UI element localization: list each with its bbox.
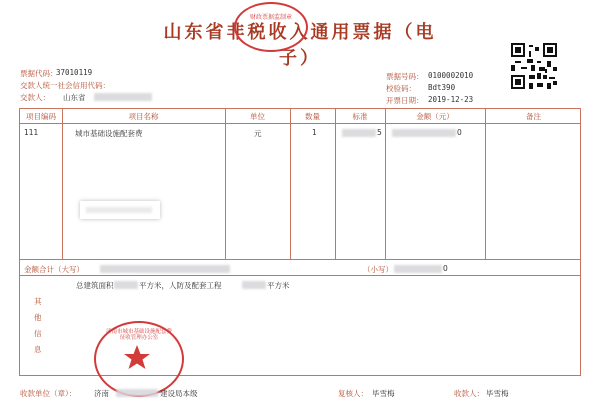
finance-supervision-seal: [234, 2, 308, 52]
row-quantity: 1: [312, 128, 317, 137]
payer-value: 山东省: [63, 93, 86, 102]
seal-text: 财政票据监制章: [249, 14, 292, 21]
invoice-number-label: 票据号码：: [386, 72, 424, 81]
other-info-text-c: 平方米: [267, 281, 290, 290]
other-info-text-b: 平方米，人防及配套工程: [139, 281, 222, 290]
payee-value: 毕雪梅: [486, 389, 509, 398]
redacted-standard: [342, 129, 376, 137]
row-unit: 元: [254, 129, 262, 138]
header-standard: 标准: [352, 112, 368, 121]
other-info-label: 其他信息: [34, 297, 42, 354]
receiver-unit-value: 济南: [94, 389, 109, 398]
reviewer-value: 毕雪梅: [372, 389, 395, 398]
header-unit: 单位: [250, 112, 265, 121]
invoice-code-label: 票据代码：: [20, 69, 58, 78]
receiving-unit-seal: [94, 321, 184, 397]
redacted-receiver-unit: [116, 389, 158, 397]
redacted-note-box: [80, 201, 160, 219]
header-amount: 金额（元）: [416, 112, 454, 121]
header-item-name: 项目名称: [128, 112, 159, 121]
redacted-area: [114, 281, 138, 289]
total-uppercase-label: 金额合计（大写）: [24, 265, 84, 274]
redacted-total-lowercase: [394, 265, 442, 273]
payee-label: 收款人：: [454, 389, 484, 398]
redacted-area-2: [242, 281, 266, 289]
payer-label: 交款人：: [20, 93, 50, 102]
bottom-seal-text: 济南市城市基础设施配套费征收管理办公室: [105, 329, 172, 341]
header-remarks: 备注: [526, 112, 541, 121]
redacted-payer: [94, 93, 152, 101]
row-item-name: 城市基础设施配套费: [75, 129, 143, 138]
redacted-amount: [392, 129, 456, 137]
receiver-unit-label: 收款单位（章）：: [20, 389, 77, 398]
row-item-code: 111: [24, 128, 39, 137]
invoice-code-value: 37010119: [56, 68, 93, 77]
total-lowercase-label: （小写）: [363, 265, 393, 274]
redacted-total-uppercase: [100, 265, 230, 273]
payer-credit-code-label: 交款人统一社会信用代码：: [20, 81, 110, 90]
document-title: 山东省非税收入通用票据（电子）: [163, 22, 437, 69]
invoice-number-value: 0100002010: [428, 71, 474, 80]
header-quantity: 数量: [305, 112, 320, 121]
header-item-code: 项目编码: [26, 112, 56, 121]
issue-date-value: 2019-12-23: [428, 95, 474, 104]
check-code-value: Bdt390: [428, 83, 456, 92]
reviewer-label: 复核人：: [338, 389, 368, 398]
row-amount-tail: 0: [457, 128, 462, 137]
check-code-label: 校验码：: [386, 84, 416, 93]
receiver-unit-value-2: 建设局本级: [160, 389, 198, 398]
qr-code-icon: [511, 43, 557, 89]
row-standard-tail: 5: [377, 128, 382, 137]
other-info-text-a: 总建筑面积: [76, 281, 114, 290]
issue-date-label: 开票日期：: [386, 96, 424, 105]
total-lowercase-tail: 0: [443, 264, 448, 273]
